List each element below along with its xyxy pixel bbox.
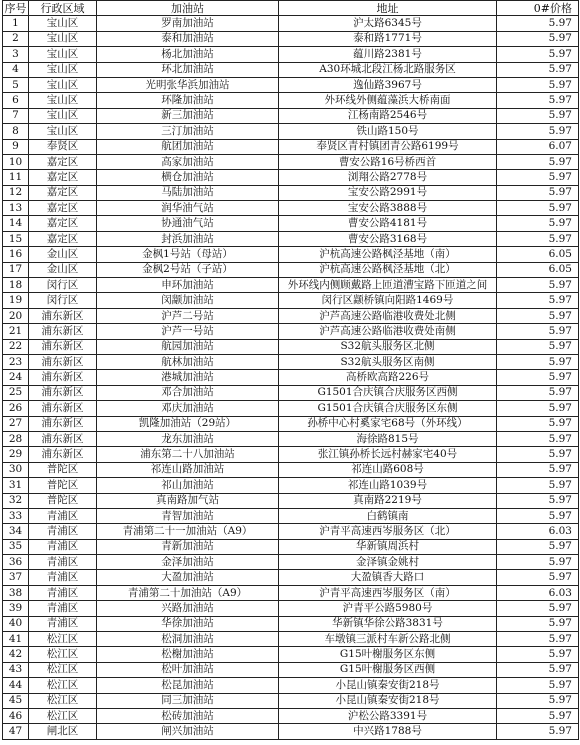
table-row <box>3 724 579 739</box>
cell-price: 5.97 <box>497 308 579 323</box>
cell-price: 5.97 <box>497 508 579 523</box>
cell-price: 5.97 <box>497 478 579 493</box>
cell-no: 25 <box>3 385 29 400</box>
cell-no: 8 <box>3 124 29 139</box>
cell-address: 沪青平高速西岑服务区（南） <box>279 585 497 600</box>
cell-district: 奉贤区 <box>29 139 97 154</box>
cell-address: 祁连山路608号 <box>279 462 497 477</box>
cell-station: 龙东加油站 <box>97 431 279 446</box>
cell-station: 浦东第二十八加油站 <box>97 447 279 462</box>
cell-station: 闸兴加油站 <box>97 724 279 739</box>
table-row <box>3 262 579 277</box>
cell-district: 嘉定区 <box>29 170 97 185</box>
cell-station: 华徐加油站 <box>97 616 279 631</box>
cell-address: G1501合庆镇合庆服务区西侧 <box>279 385 497 400</box>
cell-station: 润华油气站 <box>97 201 279 216</box>
cell-no: 12 <box>3 185 29 200</box>
cell-price: 5.97 <box>497 431 579 446</box>
cell-district: 普陀区 <box>29 462 97 477</box>
cell-no: 31 <box>3 478 29 493</box>
cell-station: 申环加油站 <box>97 278 279 293</box>
cell-address: 奉贤区青村镇团青公路6199号 <box>279 139 497 154</box>
cell-district: 普陀区 <box>29 493 97 508</box>
cell-no: 10 <box>3 154 29 169</box>
cell-address: S32航头服务区北侧 <box>279 339 497 354</box>
table-row <box>3 478 579 493</box>
cell-address: 蕴川路2381号 <box>279 47 497 62</box>
cell-no: 17 <box>3 262 29 277</box>
cell-district: 宝山区 <box>29 16 97 31</box>
cell-address: 金泽镇金姚村 <box>279 555 497 570</box>
cell-district: 金山区 <box>29 247 97 262</box>
table-row <box>3 170 579 185</box>
cell-price: 5.97 <box>497 124 579 139</box>
cell-district: 嘉定区 <box>29 201 97 216</box>
cell-district: 松江区 <box>29 662 97 677</box>
cell-station: 祁山加油站 <box>97 478 279 493</box>
cell-address: 曹安公路3168号 <box>279 231 497 246</box>
cell-price: 5.97 <box>497 231 579 246</box>
cell-address: 江杨南路2546号 <box>279 108 497 123</box>
cell-no: 41 <box>3 632 29 647</box>
cell-address: S32航头服务区南侧 <box>279 354 497 369</box>
cell-price: 5.97 <box>497 462 579 477</box>
cell-station: 松叶加油站 <box>97 662 279 677</box>
fuel-price-table <box>2 0 579 740</box>
cell-price: 5.97 <box>497 108 579 123</box>
cell-address: 铁山路150号 <box>279 124 497 139</box>
cell-district: 金山区 <box>29 262 97 277</box>
cell-station: 真南路加气站 <box>97 493 279 508</box>
cell-no: 28 <box>3 431 29 446</box>
cell-station: 闵颛加油站 <box>97 293 279 308</box>
cell-station: 凯隆加油站（29站） <box>97 416 279 431</box>
cell-address: 高桥欧高路226号 <box>279 370 497 385</box>
cell-address: 大盈镇香大路口 <box>279 570 497 585</box>
cell-station: 松洞加油站 <box>97 632 279 647</box>
cell-no: 39 <box>3 601 29 616</box>
cell-address: G15叶榭服务区西侧 <box>279 662 497 677</box>
cell-address: 闵行区颛桥镇向阳路1469号 <box>279 293 497 308</box>
cell-price: 5.97 <box>497 647 579 662</box>
cell-district: 青浦区 <box>29 601 97 616</box>
cell-address: 白鹤镇南 <box>279 508 497 523</box>
cell-price: 5.97 <box>497 385 579 400</box>
cell-address: 沪青平高速西岑服务区（北） <box>279 524 497 539</box>
cell-district: 嘉定区 <box>29 216 97 231</box>
cell-station: 邓合加油站 <box>97 385 279 400</box>
cell-address: 华新镇周浜村 <box>279 539 497 554</box>
cell-station: 横仓加油站 <box>97 170 279 185</box>
table-row <box>3 154 579 169</box>
cell-price: 5.97 <box>497 616 579 631</box>
cell-station: 松昆加油站 <box>97 678 279 693</box>
table-row <box>3 385 579 400</box>
cell-district: 嘉定区 <box>29 231 97 246</box>
table-row <box>3 708 579 723</box>
cell-no: 47 <box>3 724 29 739</box>
header-no: 序号 <box>4 1 27 15</box>
header-district: 行政区域 <box>29 1 97 16</box>
table-row <box>3 693 579 708</box>
table-row <box>3 339 579 354</box>
cell-no: 6 <box>3 93 29 108</box>
table-row <box>3 354 579 369</box>
cell-no: 44 <box>3 678 29 693</box>
cell-address: 沪杭高速公路枫泾基地（南） <box>279 247 497 262</box>
cell-address: 海徐路815号 <box>279 431 497 446</box>
cell-station: 航园加油站 <box>97 339 279 354</box>
cell-price: 5.97 <box>497 16 579 31</box>
cell-no: 15 <box>3 231 29 246</box>
cell-no: 16 <box>3 247 29 262</box>
cell-no: 38 <box>3 585 29 600</box>
cell-station: 航团加油站 <box>97 139 279 154</box>
cell-price: 5.97 <box>497 216 579 231</box>
table-row <box>3 431 579 446</box>
cell-no: 13 <box>3 201 29 216</box>
cell-address: G1501合庆镇合庆服务区东侧 <box>279 401 497 416</box>
table-row <box>3 662 579 677</box>
cell-no: 26 <box>3 401 29 416</box>
cell-no: 1 <box>3 16 29 31</box>
cell-address: 宝安公路2991号 <box>279 185 497 200</box>
cell-price: 5.97 <box>497 170 579 185</box>
table-row <box>3 508 579 523</box>
cell-no: 40 <box>3 616 29 631</box>
cell-no: 42 <box>3 647 29 662</box>
cell-district: 浦东新区 <box>29 308 97 323</box>
cell-district: 浦东新区 <box>29 370 97 385</box>
cell-station: 三汀加油站 <box>97 124 279 139</box>
cell-address: 孙桥中心村奚家宅68号（外环线） <box>279 416 497 431</box>
table-row <box>3 539 579 554</box>
cell-no: 45 <box>3 693 29 708</box>
cell-district: 青浦区 <box>29 585 97 600</box>
cell-price: 5.97 <box>497 93 579 108</box>
cell-price: 6.03 <box>497 524 579 539</box>
cell-price: 5.97 <box>497 401 579 416</box>
cell-address: 祁连山路1039号 <box>279 478 497 493</box>
cell-district: 浦东新区 <box>29 447 97 462</box>
cell-address: 中兴路1788号 <box>279 724 497 739</box>
cell-district: 浦东新区 <box>29 401 97 416</box>
cell-price: 5.97 <box>497 632 579 647</box>
cell-price: 6.05 <box>497 247 579 262</box>
cell-station: 协通油气站 <box>97 216 279 231</box>
cell-district: 青浦区 <box>29 508 97 523</box>
cell-district: 嘉定区 <box>29 154 97 169</box>
cell-station: 光明张华浜加油站 <box>97 77 279 92</box>
table-row <box>3 555 579 570</box>
cell-address: 曹安公路16号桥西首 <box>279 154 497 169</box>
cell-no: 23 <box>3 354 29 369</box>
table-row <box>3 324 579 339</box>
table-row <box>3 462 579 477</box>
cell-district: 浦东新区 <box>29 431 97 446</box>
cell-no: 27 <box>3 416 29 431</box>
cell-district: 普陀区 <box>29 478 97 493</box>
cell-district: 青浦区 <box>29 570 97 585</box>
table-row <box>3 647 579 662</box>
cell-price: 5.97 <box>497 31 579 46</box>
table-row <box>3 632 579 647</box>
cell-address: 外环线内侧顾戴路上匝道漕宝路下匝道之间 <box>279 278 497 293</box>
cell-district: 宝山区 <box>29 47 97 62</box>
cell-address: 曹安公路4181号 <box>279 216 497 231</box>
header-address: 地址 <box>279 1 497 16</box>
cell-no: 19 <box>3 293 29 308</box>
cell-station: 邓庆加油站 <box>97 401 279 416</box>
cell-address: 沪芦高速公路临港收费处南侧 <box>279 324 497 339</box>
cell-no: 29 <box>3 447 29 462</box>
table-row <box>3 308 579 323</box>
cell-district: 宝山区 <box>29 93 97 108</box>
cell-address: 浏翔公路2778号 <box>279 170 497 185</box>
cell-no: 24 <box>3 370 29 385</box>
cell-district: 宝山区 <box>29 108 97 123</box>
cell-price: 6.05 <box>497 262 579 277</box>
table-row <box>3 201 579 216</box>
cell-address: G15叶榭服务区东侧 <box>279 647 497 662</box>
cell-no: 2 <box>3 31 29 46</box>
table-row <box>3 370 579 385</box>
cell-no: 20 <box>3 308 29 323</box>
cell-price: 5.97 <box>497 555 579 570</box>
table-row <box>3 216 579 231</box>
cell-price: 5.97 <box>497 601 579 616</box>
cell-no: 32 <box>3 493 29 508</box>
cell-address: 沪芦高速公路临港收费处北侧 <box>279 308 497 323</box>
cell-no: 36 <box>3 555 29 570</box>
cell-price: 5.97 <box>497 201 579 216</box>
cell-station: 同三加油站 <box>97 693 279 708</box>
table-row <box>3 47 579 62</box>
table-row <box>3 678 579 693</box>
table-row <box>3 493 579 508</box>
cell-station: 航林加油站 <box>97 354 279 369</box>
cell-station: 青智加油站 <box>97 508 279 523</box>
cell-district: 闸北区 <box>29 724 97 739</box>
cell-price: 5.97 <box>497 708 579 723</box>
cell-address: 沪松公路3391号 <box>279 708 497 723</box>
cell-address: 泰和路1771号 <box>279 31 497 46</box>
cell-address: 外环线外侧蕴藻浜大桥南面 <box>279 93 497 108</box>
cell-no: 3 <box>3 47 29 62</box>
cell-station: 松榭加油站 <box>97 647 279 662</box>
cell-no: 4 <box>3 62 29 77</box>
cell-no: 37 <box>3 570 29 585</box>
cell-no: 11 <box>3 170 29 185</box>
cell-price: 5.97 <box>497 324 579 339</box>
cell-station: 大盈加油站 <box>97 570 279 585</box>
cell-station: 金枫1号站（母站） <box>97 247 279 262</box>
cell-no: 33 <box>3 508 29 523</box>
cell-price: 5.97 <box>497 678 579 693</box>
table-row <box>3 124 579 139</box>
cell-price: 5.97 <box>497 447 579 462</box>
table-row <box>3 108 579 123</box>
cell-price: 5.97 <box>497 370 579 385</box>
table-row <box>3 247 579 262</box>
cell-district: 青浦区 <box>29 555 97 570</box>
cell-address: 真南路2219号 <box>279 493 497 508</box>
cell-price: 5.97 <box>497 77 579 92</box>
cell-district: 浦东新区 <box>29 339 97 354</box>
cell-address: 沪青平公路5980号 <box>279 601 497 616</box>
table-row <box>3 447 579 462</box>
cell-no: 22 <box>3 339 29 354</box>
cell-station: 沪芦一号站 <box>97 324 279 339</box>
cell-station: 环隆加油站 <box>97 93 279 108</box>
cell-station: 新三加油站 <box>97 108 279 123</box>
table-body <box>3 16 579 739</box>
table-row <box>3 401 579 416</box>
cell-price: 5.97 <box>497 293 579 308</box>
cell-district: 松江区 <box>29 708 97 723</box>
price-sheet <box>2 0 578 740</box>
cell-district: 松江区 <box>29 632 97 647</box>
table-row <box>3 616 579 631</box>
cell-price: 5.97 <box>497 354 579 369</box>
cell-station: 金枫2号站（子站） <box>97 262 279 277</box>
cell-no: 9 <box>3 139 29 154</box>
cell-no: 34 <box>3 524 29 539</box>
table-row <box>3 185 579 200</box>
cell-price: 6.03 <box>497 585 579 600</box>
cell-address: 小昆山镇秦安街218号 <box>279 678 497 693</box>
cell-address: 小昆山镇秦安街218号 <box>279 693 497 708</box>
cell-price: 5.97 <box>497 539 579 554</box>
cell-station: 环北加油站 <box>97 62 279 77</box>
cell-station: 青新加油站 <box>97 539 279 554</box>
cell-district: 闵行区 <box>29 278 97 293</box>
table-row <box>3 231 579 246</box>
cell-district: 松江区 <box>29 678 97 693</box>
cell-district: 宝山区 <box>29 77 97 92</box>
cell-district: 宝山区 <box>29 124 97 139</box>
cell-district: 浦东新区 <box>29 416 97 431</box>
cell-address: 张江镇孙桥长远村赫家宅40号 <box>279 447 497 462</box>
table-row <box>3 93 579 108</box>
cell-district: 浦东新区 <box>29 354 97 369</box>
cell-district: 嘉定区 <box>29 185 97 200</box>
table-header-row <box>3 1 579 16</box>
cell-station: 罗南加油站 <box>97 16 279 31</box>
cell-district: 青浦区 <box>29 524 97 539</box>
table-row <box>3 601 579 616</box>
cell-address: 华新镇华徐公路3831号 <box>279 616 497 631</box>
cell-district: 松江区 <box>29 693 97 708</box>
cell-no: 43 <box>3 662 29 677</box>
cell-district: 闵行区 <box>29 293 97 308</box>
cell-no: 30 <box>3 462 29 477</box>
table-row <box>3 278 579 293</box>
cell-price: 6.07 <box>497 139 579 154</box>
cell-district: 松江区 <box>29 647 97 662</box>
cell-station: 青浦第二十一加油站（A9） <box>97 524 279 539</box>
cell-price: 5.97 <box>497 62 579 77</box>
cell-station: 祁连山路加油站 <box>97 462 279 477</box>
cell-price: 5.97 <box>497 416 579 431</box>
cell-price: 5.97 <box>497 693 579 708</box>
cell-district: 青浦区 <box>29 539 97 554</box>
cell-district: 宝山区 <box>29 31 97 46</box>
cell-price: 5.97 <box>497 185 579 200</box>
cell-no: 18 <box>3 278 29 293</box>
cell-price: 5.97 <box>497 278 579 293</box>
table-row <box>3 31 579 46</box>
cell-district: 浦东新区 <box>29 324 97 339</box>
table-row <box>3 77 579 92</box>
table-row <box>3 416 579 431</box>
table-row <box>3 62 579 77</box>
cell-address: 沪杭高速公路枫泾基地（北） <box>279 262 497 277</box>
cell-station: 松砖加油站 <box>97 708 279 723</box>
cell-price: 5.97 <box>497 662 579 677</box>
cell-price: 5.97 <box>497 724 579 739</box>
cell-station: 封浜加油站 <box>97 231 279 246</box>
cell-no: 7 <box>3 108 29 123</box>
cell-no: 14 <box>3 216 29 231</box>
cell-station: 高家加油站 <box>97 154 279 169</box>
cell-district: 青浦区 <box>29 616 97 631</box>
cell-station: 泰和加油站 <box>97 31 279 46</box>
table-row <box>3 293 579 308</box>
cell-no: 46 <box>3 708 29 723</box>
cell-address: 逸仙路3967号 <box>279 77 497 92</box>
table-row <box>3 16 579 31</box>
table-row <box>3 585 579 600</box>
cell-address: 车墩镇三派村车新公路北侧 <box>279 632 497 647</box>
cell-price: 5.97 <box>497 339 579 354</box>
cell-station: 兴路加油站 <box>97 601 279 616</box>
cell-station: 马陆加油站 <box>97 185 279 200</box>
cell-no: 35 <box>3 539 29 554</box>
cell-station: 金泽加油站 <box>97 555 279 570</box>
cell-station: 港城加油站 <box>97 370 279 385</box>
cell-district: 宝山区 <box>29 62 97 77</box>
table-row <box>3 524 579 539</box>
cell-address: 沪太路6345号 <box>279 16 497 31</box>
cell-no: 5 <box>3 77 29 92</box>
cell-price: 5.97 <box>497 493 579 508</box>
table-row <box>3 139 579 154</box>
header-price: 0#价格 <box>497 1 579 16</box>
cell-no: 21 <box>3 324 29 339</box>
table-row <box>3 570 579 585</box>
cell-price: 5.97 <box>497 570 579 585</box>
cell-address: A30环城北段江杨北路服务区 <box>279 62 497 77</box>
cell-price: 5.97 <box>497 47 579 62</box>
cell-station: 沪芦二号站 <box>97 308 279 323</box>
cell-station: 青浦第二十加油站（A9） <box>97 585 279 600</box>
cell-district: 浦东新区 <box>29 385 97 400</box>
cell-address: 宝安公路3888号 <box>279 201 497 216</box>
cell-price: 5.97 <box>497 154 579 169</box>
header-station: 加油站 <box>97 1 279 16</box>
cell-station: 杨北加油站 <box>97 47 279 62</box>
